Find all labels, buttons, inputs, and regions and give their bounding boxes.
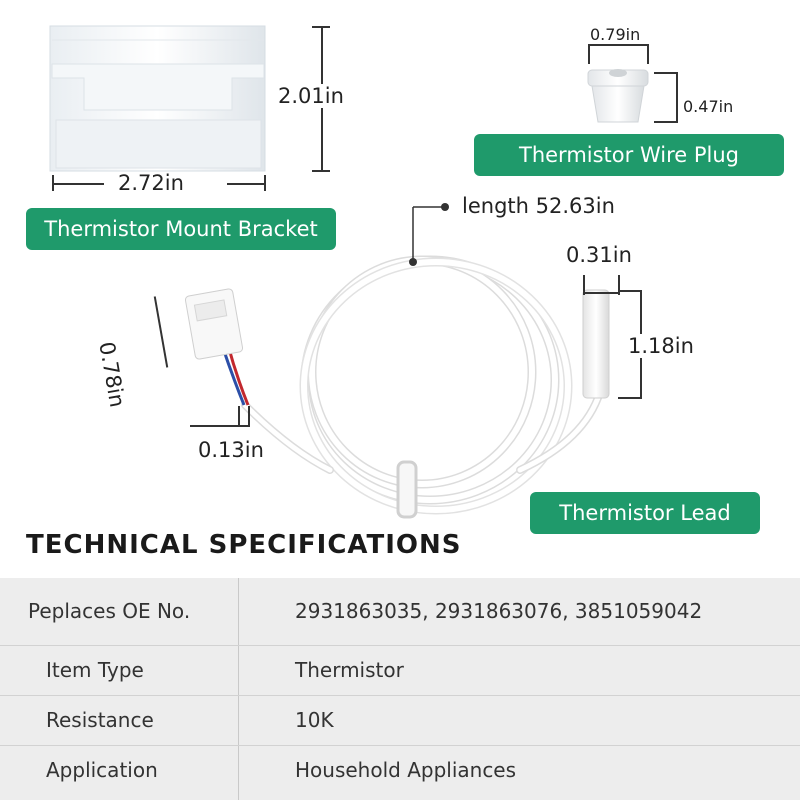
wire-diameter-cap-right: [248, 406, 250, 426]
bracket-height-cap-bottom: [312, 170, 330, 172]
mount-bracket-image: [50, 26, 265, 171]
probe-width-line: [583, 292, 619, 294]
lead-label: Thermistor Lead: [530, 492, 760, 534]
bracket-width-line-right: [227, 183, 265, 185]
spec-value: Household Appliances: [295, 758, 517, 782]
bracket-width-cap-left: [52, 175, 54, 191]
plug-height-cap-bottom: [654, 121, 678, 123]
plug-height-cap-top: [654, 72, 678, 74]
cable-length-label: length 52.63in: [462, 194, 615, 218]
spec-row: [0, 695, 800, 745]
wire-plug-label: Thermistor Wire Plug: [474, 134, 784, 176]
bracket-height-cap-top: [312, 26, 330, 28]
spec-key: Resistance: [46, 708, 154, 732]
spec-value: Thermistor: [295, 658, 404, 682]
probe-length-label: 1.18in: [628, 334, 694, 358]
connector-image: [185, 288, 248, 405]
probe-image: [583, 290, 609, 398]
plug-height-line: [676, 72, 678, 122]
wire-diameter-line: [190, 425, 250, 427]
wire-diameter-label: 0.13in: [198, 438, 264, 462]
spec-row: [0, 645, 800, 695]
spec-key: Application: [46, 758, 158, 782]
plug-width-line: [588, 44, 648, 46]
wire-diameter-cap-left: [238, 406, 240, 426]
probe-width-cap-left: [583, 275, 585, 295]
spec-value: 2931863035, 2931863076, 3851059042: [295, 599, 703, 623]
plug-width-label: 0.79in: [590, 25, 641, 44]
probe-length-cap-top: [618, 290, 642, 292]
spec-row: [0, 745, 800, 795]
probe-length-cap-bottom: [618, 397, 642, 399]
probe-width-label: 0.31in: [566, 243, 632, 267]
plug-width-cap-left: [588, 44, 590, 64]
cable-coil-image: [245, 260, 600, 517]
probe-width-cap-right: [618, 275, 620, 295]
mount-bracket-label: Thermistor Mount Bracket: [26, 208, 336, 250]
spec-key: Peplaces OE No.: [28, 599, 191, 623]
bracket-width-line-left: [52, 183, 104, 185]
bracket-width-label: 2.72in: [118, 171, 184, 195]
spec-key: Item Type: [46, 658, 144, 682]
spec-value: 10K: [295, 708, 334, 732]
bracket-height-label: 2.01in: [278, 84, 344, 108]
spec-title: TECHNICAL SPECIFICATIONS: [26, 530, 462, 560]
wire-plug-image: [588, 69, 648, 122]
bracket-width-cap-right: [264, 175, 266, 191]
plug-height-label: 0.47in: [683, 97, 734, 116]
spec-row: [0, 586, 800, 636]
plug-width-cap-right: [647, 44, 649, 64]
connector-width-label: 0.78in: [94, 340, 130, 410]
